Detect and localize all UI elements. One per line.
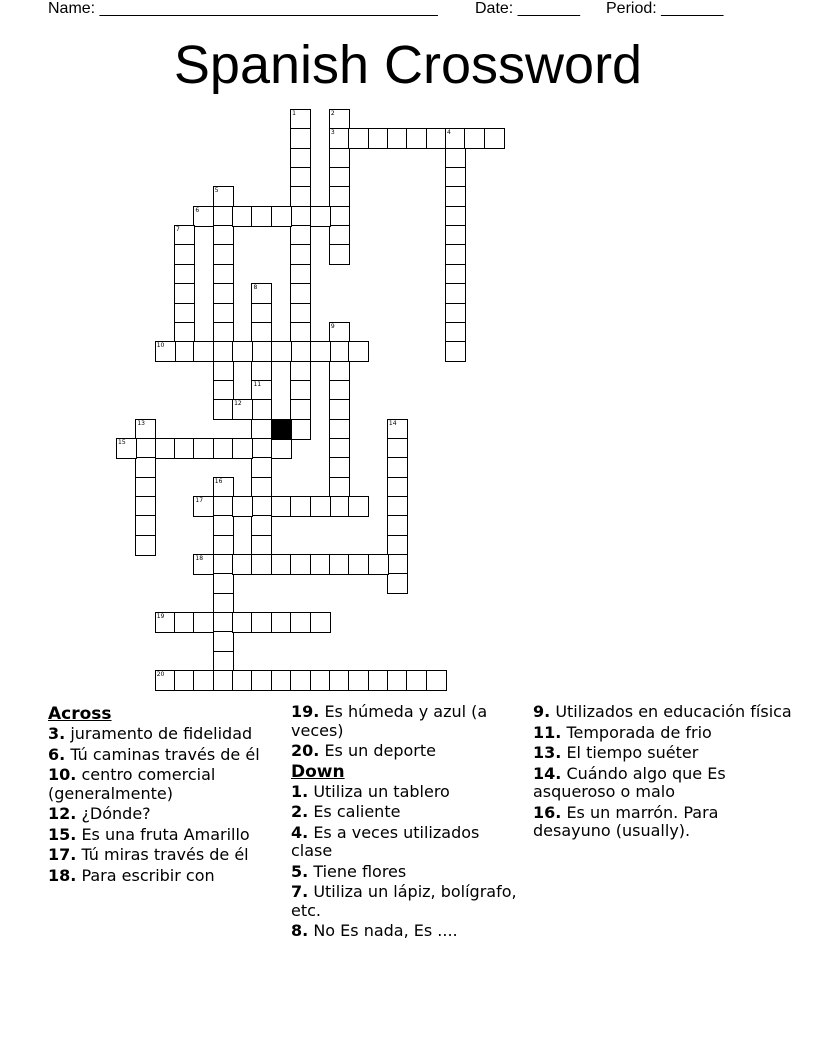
grid-cell[interactable] [193, 341, 214, 362]
grid-cell[interactable] [251, 535, 272, 556]
grid-cell[interactable] [213, 225, 234, 246]
clue-down-1: 1. Utiliza un tablero [291, 781, 450, 801]
clue-number: 5 [214, 187, 219, 195]
grid-cell[interactable] [251, 477, 272, 498]
grid-cell[interactable] [251, 457, 272, 478]
clue-number: 13 [137, 419, 145, 427]
grid-cell[interactable] [329, 109, 350, 130]
clue-down-13: 13. El tiempo suéter [533, 743, 699, 762]
clue-down-4: 4. Es a veces utilizados clase [291, 822, 480, 860]
grid-cell[interactable] [445, 303, 466, 324]
grid-cell[interactable] [251, 496, 272, 517]
grid-cell[interactable] [232, 612, 253, 633]
grid-cell[interactable] [251, 612, 272, 633]
grid-cell[interactable] [232, 399, 253, 420]
grid-cell[interactable] [329, 477, 350, 498]
name-field[interactable]: Name: ______________________________________ [48, 0, 438, 17]
grid-cell[interactable] [445, 341, 466, 362]
grid-cell[interactable] [232, 554, 253, 575]
grid-cell[interactable] [329, 670, 350, 691]
grid-cell[interactable] [271, 438, 292, 459]
grid-cell[interactable] [174, 303, 195, 324]
date-field[interactable]: Date: _______ [475, 0, 580, 17]
grid-cell[interactable] [135, 477, 156, 498]
clue-down-5: 5. Tiene flores [291, 861, 407, 881]
grid-cell[interactable] [271, 496, 292, 517]
grid-cell[interactable] [290, 186, 311, 207]
grid-cell[interactable] [213, 380, 234, 401]
clue-number: 7 [176, 226, 180, 234]
grid-cell[interactable] [329, 341, 350, 362]
grid-cell[interactable] [135, 438, 156, 459]
grid-cell[interactable] [155, 612, 176, 633]
grid-cell[interactable] [213, 361, 234, 382]
grid-cell[interactable] [116, 438, 137, 459]
grid-cell[interactable] [251, 419, 272, 440]
grid-cell[interactable] [193, 206, 214, 227]
page-title: Spanish Crossword [173, 35, 643, 95]
grid-cell[interactable] [310, 341, 331, 362]
grid-cell[interactable] [155, 438, 176, 459]
grid-cell[interactable] [213, 341, 234, 362]
grid-cell[interactable] [290, 322, 311, 343]
grid-cell[interactable] [174, 244, 195, 265]
clue-across-18: 18. Para escribir con [48, 865, 215, 885]
grid-cell[interactable] [445, 322, 466, 343]
grid-cell[interactable] [251, 303, 272, 324]
clue-across-17: 17. Tú miras través de él [48, 845, 249, 864]
grid-cell[interactable] [290, 109, 311, 130]
grid-cell[interactable] [213, 612, 234, 633]
grid-cell[interactable] [213, 283, 234, 304]
grid-cell[interactable] [348, 496, 369, 517]
grid-cell[interactable] [213, 303, 234, 324]
grid-cell[interactable] [348, 128, 369, 149]
grid-cell[interactable] [135, 515, 156, 536]
clue-number: 3 [330, 129, 335, 137]
grid-cell[interactable] [193, 554, 214, 575]
grid-cell[interactable] [329, 419, 350, 440]
clue-number: 9 [330, 322, 335, 330]
grid-cell[interactable] [348, 554, 369, 575]
grid-cell[interactable] [368, 554, 389, 575]
grid-cell[interactable] [329, 167, 350, 188]
clue-number: 11 [253, 380, 262, 388]
clue-number: 12 [234, 400, 242, 408]
grid-cell[interactable] [213, 206, 234, 227]
blocked-cell [271, 419, 292, 440]
clue-number: 17 [195, 497, 204, 504]
clue-number: 14 [388, 419, 397, 427]
grid-cell[interactable] [174, 322, 195, 343]
clue-number: 15 [118, 438, 126, 446]
grid-cell[interactable] [290, 283, 311, 304]
grid-cell[interactable] [271, 612, 292, 633]
grid-cell[interactable] [290, 148, 311, 169]
grid-cell[interactable] [406, 670, 427, 691]
grid-cell[interactable] [290, 264, 311, 285]
grid-cell[interactable] [251, 341, 272, 362]
clue-number: 6 [195, 206, 200, 214]
grid-cell[interactable] [174, 670, 195, 691]
grid-cell[interactable] [368, 670, 389, 691]
grid-cell[interactable] [213, 573, 234, 594]
grid-cell[interactable] [232, 670, 253, 691]
grid-cell[interactable] [387, 535, 408, 556]
grid-cell[interactable] [213, 399, 234, 420]
clue-across-3: 3. juramento de fidelidad [48, 724, 253, 743]
grid-cell[interactable] [329, 186, 350, 207]
grid-cell[interactable] [193, 670, 214, 691]
grid-cell[interactable] [310, 496, 331, 517]
clue-number: 16 [214, 477, 223, 485]
grid-cell[interactable] [348, 670, 369, 691]
clue-across-6: 6. Tú caminas través de él [48, 744, 260, 764]
grid-cell[interactable] [174, 283, 195, 304]
grid-cell[interactable] [290, 670, 311, 691]
grid-cell[interactable] [290, 128, 311, 149]
grid-cell[interactable] [464, 128, 485, 149]
clue-number: 10 [156, 342, 165, 350]
clue-down-7: 7. Utiliza un lápiz, bolígrafo, etc. [291, 882, 517, 920]
clue-number: 19 [156, 613, 165, 621]
grid-cell[interactable] [271, 554, 292, 575]
grid-cell[interactable] [232, 438, 253, 459]
down-heading: Down [291, 761, 345, 782]
grid-cell[interactable] [213, 651, 234, 672]
grid-cell[interactable] [387, 496, 408, 517]
clue-across-20: 20. Es un deporte [291, 741, 436, 760]
grid-cell[interactable] [290, 244, 311, 265]
grid-cell[interactable] [445, 206, 466, 227]
grid-cell[interactable] [193, 612, 214, 633]
grid-cell[interactable] [213, 477, 234, 498]
grid-cell[interactable] [290, 399, 311, 420]
grid-cell[interactable] [213, 631, 234, 652]
grid-cell[interactable] [387, 573, 408, 594]
grid-cell[interactable] [213, 554, 234, 575]
grid-cell[interactable] [445, 186, 466, 207]
grid-cell[interactable] [329, 322, 350, 343]
grid-cell[interactable] [290, 380, 311, 401]
grid-cell[interactable] [174, 612, 195, 633]
grid-cell[interactable] [329, 380, 350, 401]
grid-cell[interactable] [329, 554, 350, 575]
grid-cell[interactable] [329, 206, 350, 227]
grid-cell[interactable] [251, 322, 272, 343]
grid-cell[interactable] [290, 225, 311, 246]
grid-cell[interactable] [213, 322, 234, 343]
grid-cell[interactable] [348, 341, 369, 362]
clues-column-2 [291, 703, 523, 941]
grid-cell[interactable] [445, 148, 466, 169]
clue-number: 2 [330, 110, 335, 117]
grid-cell[interactable] [251, 670, 272, 691]
clue-number: 4 [446, 129, 451, 137]
clue-down-11: 11. Temporada de frio [533, 722, 712, 742]
grid-cell[interactable] [174, 341, 195, 362]
grid-cell[interactable] [329, 496, 350, 517]
grid-cell[interactable] [329, 438, 350, 459]
grid-cell[interactable] [445, 283, 466, 304]
grid-cell[interactable] [329, 457, 350, 478]
grid-cell[interactable] [329, 361, 350, 382]
grid-cell[interactable] [290, 167, 311, 188]
grid-cell[interactable] [213, 593, 234, 614]
grid-cell[interactable] [290, 303, 311, 324]
grid-cell[interactable] [193, 438, 214, 459]
clue-across-15: 15. Es una fruta Amarillo [48, 824, 250, 844]
clue-number: 18 [195, 555, 204, 563]
period-field[interactable]: Period: _______ [606, 0, 724, 17]
grid-cell[interactable] [445, 264, 466, 285]
grid-cell[interactable] [290, 419, 311, 440]
grid-cell[interactable] [135, 496, 156, 517]
grid-cell[interactable] [387, 477, 408, 498]
grid-cell[interactable] [387, 419, 408, 440]
grid-cell[interactable] [213, 535, 234, 556]
grid-cell[interactable] [406, 128, 427, 149]
clues-column-3 [533, 703, 793, 841]
grid-cell[interactable] [213, 515, 234, 536]
grid-cell[interactable] [271, 341, 292, 362]
grid-cell[interactable] [426, 670, 447, 691]
grid-cell[interactable] [329, 148, 350, 169]
grid-cell[interactable] [387, 670, 408, 691]
clue-across-19: 19. Es húmeda y azul (a veces) [291, 702, 488, 740]
grid-cell[interactable] [329, 128, 350, 149]
grid-cell[interactable] [174, 438, 195, 459]
grid-cell[interactable] [271, 670, 292, 691]
grid-cell[interactable] [290, 554, 311, 575]
clue-across-12: 12. ¿Dónde? [48, 804, 151, 823]
grid-cell[interactable] [290, 206, 311, 227]
grid-cell[interactable] [213, 186, 234, 207]
grid-cell[interactable] [368, 128, 389, 149]
grid-cell[interactable] [387, 515, 408, 536]
grid-cell[interactable] [445, 244, 466, 265]
grid-cell[interactable] [193, 496, 214, 517]
grid-cell[interactable] [213, 244, 234, 265]
grid-cell[interactable] [310, 554, 331, 575]
grid-cell[interactable] [135, 419, 156, 440]
clue-number: 1 [292, 110, 296, 117]
grid-cell[interactable] [135, 457, 156, 478]
grid-cell[interactable] [213, 438, 234, 459]
grid-cell[interactable] [174, 225, 195, 246]
grid-cell[interactable] [155, 670, 176, 691]
grid-cell[interactable] [310, 206, 331, 227]
grid-cell[interactable] [232, 206, 253, 227]
grid-cell[interactable] [445, 167, 466, 188]
grid-cell[interactable] [290, 496, 311, 517]
grid-cell[interactable] [155, 341, 176, 362]
grid-cell[interactable] [290, 341, 311, 362]
grid-cell[interactable] [329, 244, 350, 265]
clue-across-10: 10. centro comercial (generalmente) [48, 765, 216, 803]
grid-cell[interactable] [290, 612, 311, 633]
grid-cell[interactable] [251, 206, 272, 227]
grid-cell[interactable] [445, 225, 466, 246]
grid-cell[interactable] [310, 612, 331, 633]
grid-cell[interactable] [387, 438, 408, 459]
grid-cell[interactable] [387, 457, 408, 478]
grid-cell[interactable] [329, 399, 350, 420]
grid-cell[interactable] [310, 670, 331, 691]
grid-cell[interactable] [135, 535, 156, 556]
grid-cell[interactable] [213, 496, 234, 517]
grid-cell[interactable] [213, 264, 234, 285]
grid-cell[interactable] [232, 341, 253, 362]
grid-cell[interactable] [251, 399, 272, 420]
grid-cell[interactable] [174, 264, 195, 285]
grid-cell[interactable] [426, 128, 447, 149]
grid-cell[interactable] [445, 128, 466, 149]
clue-down-16: 16. Es un marrón. Para desayuno (usually). [533, 802, 719, 840]
clue-down-8: 8. No Es nada, Es .... [291, 921, 458, 940]
grid-cell[interactable] [271, 206, 292, 227]
grid-cell[interactable] [484, 128, 505, 149]
grid-cell[interactable] [387, 554, 408, 575]
clue-down-9: 9. Utilizados en educación física [533, 702, 792, 721]
clue-down-2: 2. Es caliente [291, 802, 401, 821]
grid-cell[interactable] [251, 283, 272, 304]
grid-cell[interactable] [251, 380, 272, 401]
grid-cell[interactable] [251, 554, 272, 575]
grid-cell[interactable] [232, 496, 253, 517]
clues-column-1 [48, 703, 280, 885]
grid-cell[interactable] [329, 225, 350, 246]
grid-cell[interactable] [251, 361, 272, 382]
grid-cell[interactable] [387, 128, 408, 149]
grid-cell[interactable] [251, 515, 272, 536]
grid-cell[interactable] [213, 670, 234, 691]
grid-cell[interactable] [251, 438, 272, 459]
clue-down-14: 14. Cuándo algo que Es asqueroso o malo [533, 763, 726, 801]
clue-number: 8 [253, 284, 258, 292]
clue-number: 20 [156, 671, 165, 679]
grid-cell[interactable] [290, 361, 311, 382]
across-heading: Across [48, 704, 112, 724]
